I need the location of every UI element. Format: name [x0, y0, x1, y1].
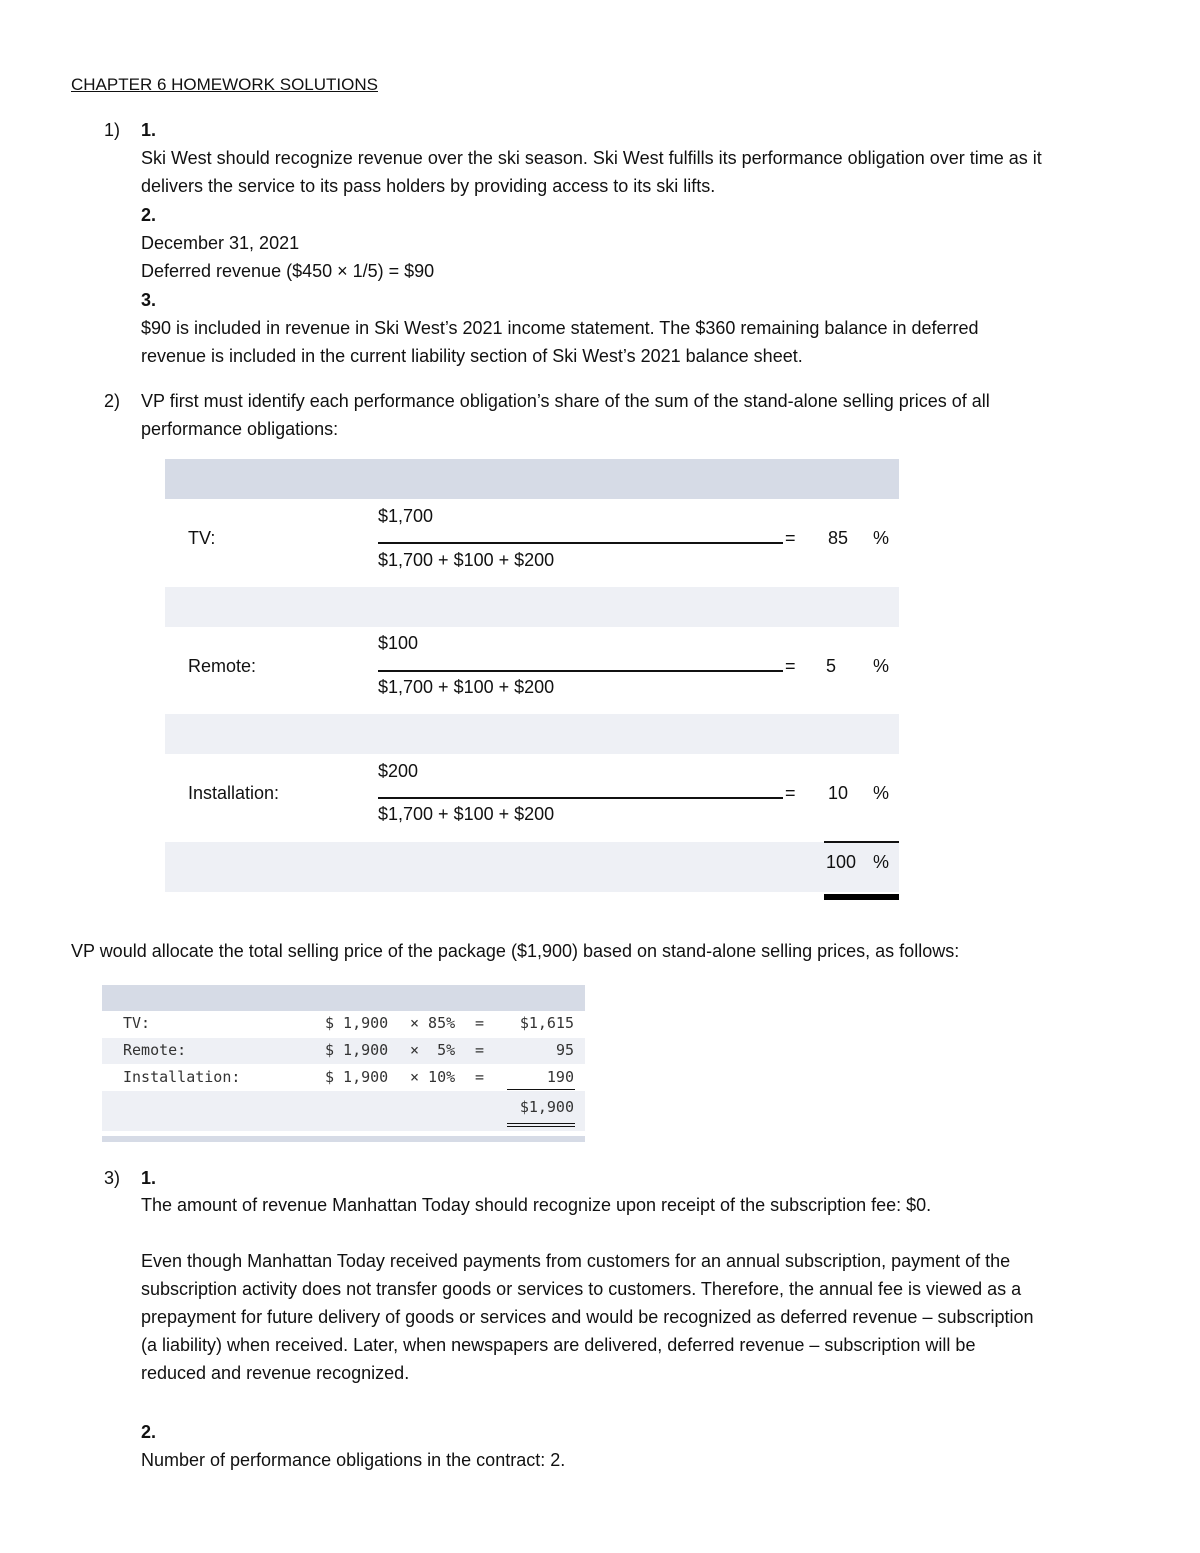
- q3-part2-label: 2.: [141, 1422, 157, 1442]
- q1-part3-label: 3.: [141, 290, 157, 310]
- fraction-denominator: $1,700 + $100 + $200: [378, 677, 555, 697]
- q1-part1-line: delivers the service to its pass holders by providing access to its ski lifts.: [141, 176, 716, 196]
- fraction-percent: 5: [825, 656, 836, 676]
- equals-sign: =: [785, 528, 796, 548]
- fraction-label-tv: TV:: [188, 528, 216, 548]
- allocation-price: $ 1,900: [325, 1014, 389, 1032]
- question-2-number: 2): [104, 391, 121, 411]
- fraction-numerator: $100: [378, 633, 419, 653]
- allocation-multiplier: × 10%: [410, 1068, 456, 1086]
- q2-intro-line: performance obligations:: [141, 419, 339, 439]
- allocation-amount: $1,615: [519, 1014, 574, 1032]
- allocation-label: TV:: [123, 1014, 151, 1032]
- percent-sign: %: [873, 852, 890, 872]
- fraction-bar: [378, 797, 783, 799]
- allocation-price: $ 1,900: [325, 1068, 389, 1086]
- allocation-label: Remote:: [123, 1041, 187, 1059]
- fraction-percent: 10: [827, 783, 848, 803]
- q1-part1-line: Ski West should recognize revenue over the ski season. Ski West fulfills its performance obligation over time as it: [141, 148, 1042, 168]
- q3-para-line: Even though Manhattan Today received payments from customers for an annual subscription, payment of the: [141, 1251, 1011, 1271]
- q1-part3-line: revenue is included in the current liability section of Ski West’s 2021 balance sheet.: [141, 346, 803, 366]
- allocation-double-rule: [507, 1123, 575, 1124]
- fraction-label-remote: Remote:: [188, 656, 257, 676]
- q3-para-line: reduced and revenue recognized.: [141, 1363, 410, 1383]
- allocation-footer-band: [102, 1136, 585, 1142]
- allocation-equals: =: [475, 1014, 485, 1032]
- fraction-denominator: $1,700 + $100 + $200: [378, 550, 555, 570]
- fraction-label-installation: Installation:: [188, 783, 280, 803]
- percent-sign: %: [873, 528, 890, 548]
- allocation-amount: 95: [555, 1041, 574, 1059]
- question-1-number: 1): [104, 120, 121, 140]
- fraction-numerator: $200: [378, 761, 419, 781]
- table-band: [165, 842, 899, 892]
- question-3-number: 3): [104, 1168, 121, 1188]
- total-percent: 100: [826, 852, 857, 872]
- percent-sign: %: [873, 656, 890, 676]
- q1-part1-label: 1.: [141, 120, 157, 140]
- q3-para-line: subscription activity does not transfer goods or services to customers. Therefore, the annual fee is viewed as a: [141, 1279, 1022, 1299]
- q3-part1-label: 1.: [141, 1168, 157, 1188]
- total-double-rule: [824, 894, 899, 900]
- allocation-label: Installation:: [123, 1068, 241, 1086]
- equals-sign: =: [785, 783, 796, 803]
- q3-part1-line: The amount of revenue Manhattan Today should recognize upon receipt of the subscription fee: $0.: [141, 1195, 932, 1215]
- allocation-multiplier: × 85%: [410, 1014, 456, 1032]
- table-header-band: [165, 459, 899, 499]
- total-rule: [824, 841, 899, 843]
- page-title: CHAPTER 6 HOMEWORK SOLUTIONS: [71, 75, 378, 94]
- allocation-total: $1,900: [519, 1098, 574, 1116]
- percent-sign: %: [873, 783, 890, 803]
- fraction-numerator: $1,700: [378, 506, 434, 526]
- q3-para-line: (a liability) when received. Later, when newspapers are delivered, deferred revenue – subscription will be: [141, 1335, 976, 1355]
- q1-part3-line: $90 is included in revenue in Ski West’s 2021 income statement. The $360 remaining balance in deferred: [141, 318, 979, 338]
- fraction-bar: [378, 670, 783, 672]
- table-band: [165, 714, 899, 754]
- allocation-double-rule: [507, 1126, 575, 1127]
- fraction-bar: [378, 542, 783, 544]
- allocation-price: $ 1,900: [325, 1041, 389, 1059]
- table-band: [165, 587, 899, 627]
- q1-part2-line: Deferred revenue ($450 × 1/5) = $90: [141, 261, 435, 281]
- fraction-percent: 85: [827, 528, 848, 548]
- q1-part2-line: December 31, 2021: [141, 233, 300, 253]
- allocation-intro: VP would allocate the total selling price of the package ($1,900) based on stand-alone selling prices, as follows:: [71, 941, 960, 961]
- q2-intro-line: VP first must identify each performance obligation’s share of the sum of the stand-alone selling prices of all: [141, 391, 990, 411]
- q3-para-line: prepayment for future delivery of goods or services and would be recognized as deferred revenue – subscription: [141, 1307, 1034, 1327]
- equals-sign: =: [785, 656, 796, 676]
- allocation-multiplier: × 5%: [410, 1041, 456, 1059]
- allocation-total-rule: [507, 1089, 575, 1090]
- allocation-equals: =: [475, 1068, 485, 1086]
- allocation-header-band: [102, 985, 585, 1011]
- q3-part2-line: Number of performance obligations in the contract: 2.: [141, 1450, 566, 1470]
- q1-part2-label: 2.: [141, 205, 157, 225]
- allocation-equals: =: [475, 1041, 485, 1059]
- fraction-denominator: $1,700 + $100 + $200: [378, 804, 555, 824]
- allocation-amount: 190: [546, 1068, 574, 1086]
